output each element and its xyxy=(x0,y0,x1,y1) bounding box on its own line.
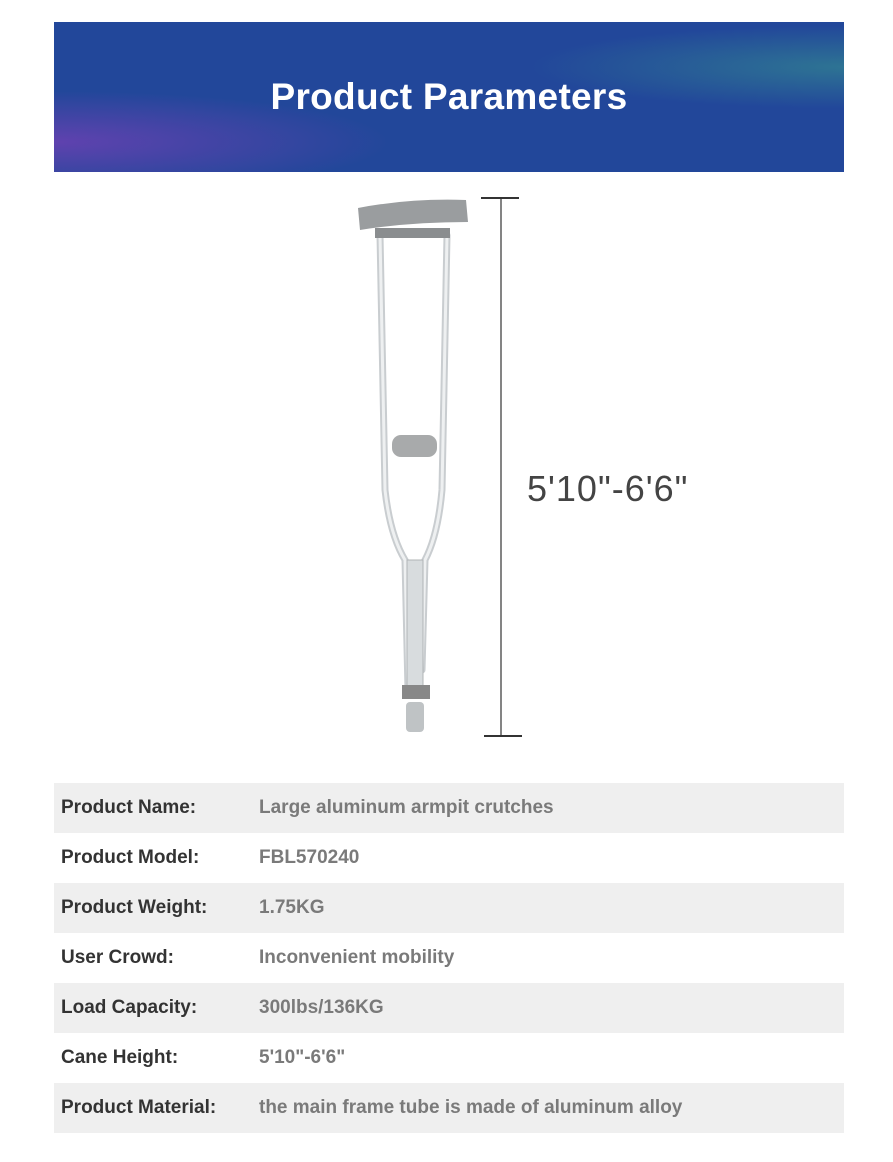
height-label: 5'10"-6'6" xyxy=(527,468,689,509)
param-value: 300lbs/136KG xyxy=(259,997,384,1018)
param-value: 5'10"-6'6" xyxy=(259,1047,346,1068)
param-label: User Crowd: xyxy=(61,947,174,968)
height-dimension-line xyxy=(481,198,522,736)
table-row xyxy=(54,783,844,833)
param-value: FBL570240 xyxy=(259,847,360,868)
param-value: Large aluminum armpit crutches xyxy=(259,797,554,818)
param-label: Product Material: xyxy=(61,1097,217,1118)
param-label: Product Name: xyxy=(61,797,197,818)
table-row xyxy=(54,833,844,883)
param-label: Product Model: xyxy=(61,847,200,868)
parameters-table xyxy=(54,783,844,1133)
param-value: Inconvenient mobility xyxy=(259,947,455,968)
param-label: Product Weight: xyxy=(61,897,208,918)
page-title: Product Parameters xyxy=(270,76,628,117)
table-row xyxy=(54,933,844,983)
table-row xyxy=(54,983,844,1033)
table-row xyxy=(54,883,844,933)
crutch-image xyxy=(340,190,540,750)
table-row xyxy=(54,1083,844,1133)
param-value: the main frame tube is made of aluminum alloy xyxy=(259,1097,683,1118)
header-banner xyxy=(54,22,844,172)
param-label: Load Capacity: xyxy=(61,997,198,1018)
param-value: 1.75KG xyxy=(259,897,325,918)
table-row xyxy=(54,1033,844,1083)
param-label: Cane Height: xyxy=(61,1047,179,1068)
